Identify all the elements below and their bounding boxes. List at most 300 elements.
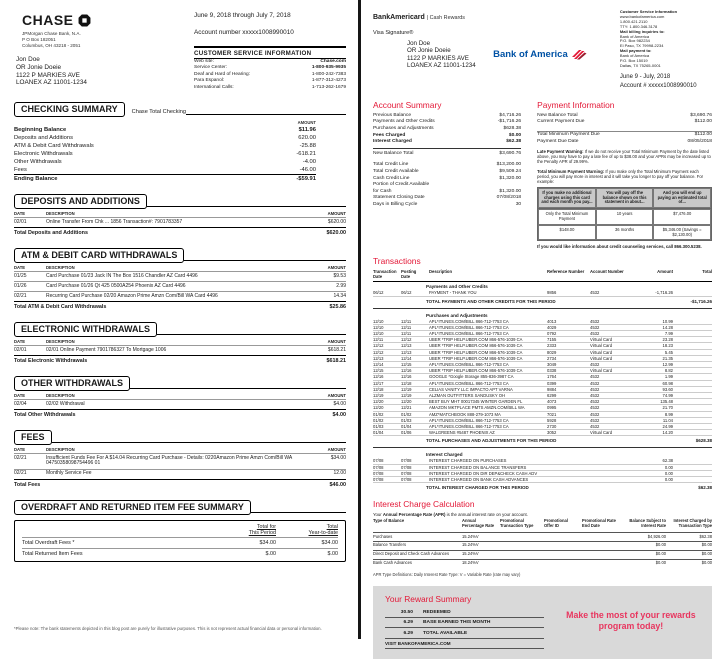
interest-calc-title: Interest Charge Calculation [373,499,475,510]
mp-header-3: And you will end up paying an estimated total of... [653,188,711,208]
col-promo-transaction-type: Promotional Transaction Type [500,518,534,529]
tx-amount: 12.99 [662,362,673,368]
row-ytd-amount: $.00 [327,550,338,557]
tx-description: UBER *TRIP HELP.UBER.COM 866-576-1039 CA [429,343,523,349]
summary-label: New Balance Total [373,150,414,156]
col-total-year-to-date: Total Year-to-date [308,523,338,537]
tx-total [676,374,712,379]
tx-reference: 3052 [547,430,557,436]
interest-calc-row [373,559,712,568]
account-summary-section [373,100,521,250]
section-separator [373,308,712,309]
atm-rows [14,271,346,301]
row-date: 02/21 [14,470,27,477]
service-value: 1-800-242-7383 [311,71,346,77]
tx-account: 4532 [590,417,600,423]
tx-account: 4532 [590,331,600,336]
summary-value: $1,320.00 [499,175,522,181]
interest-calc-rows [373,532,712,568]
summary-label: Statement Closing Date [373,195,425,201]
tx-description: APL*ITUNES.COM/BILL 866-712-7753 CA [429,424,509,430]
col-date: DATE [14,392,26,398]
promo-id [544,543,578,548]
tx-amount: 135.48 [660,399,673,405]
checking-summary-table [14,119,316,183]
promo-type [500,561,540,566]
tx-amount: 93.60 [662,386,673,392]
tx-total [676,458,712,463]
tx-amount: 0.00 [664,464,673,470]
summary-label: Purchases and Adjustments [373,126,434,132]
promo-end [582,552,620,557]
atm-header [14,248,346,263]
purchases-rows [373,319,712,437]
summary-row [373,126,521,133]
tx-posting-date: 07/08 [401,458,412,464]
tx-reference: 4013 [547,318,557,324]
summary-value: $0.00 [508,132,522,138]
col-amount: AMOUNT [327,211,346,217]
table-row [14,453,346,469]
promo-end [582,543,620,548]
reward-amount: 30.50 [400,609,413,615]
summary-label: Previous Balance [373,112,412,118]
col-date: DATE [14,446,26,452]
tx-amount: -1,716.26 [655,290,673,296]
chase-logo [22,12,91,28]
summary-row [14,142,316,150]
tx-reference: 8029 [547,349,557,355]
boa-header [373,10,712,92]
rule-line [251,512,346,513]
late-payment-warning [537,149,712,164]
row-label: Total Returned Item Fees [22,550,83,557]
rewards-promo-text: Make the most of your rewards program today! [566,609,696,631]
reward-label: TOTAL AVAILABLE [423,630,468,636]
tx-account: 4532 [590,290,600,296]
tx-total [676,325,712,330]
tx-total [676,362,712,367]
mail-billing-line: Bank of America [619,33,650,39]
tx-reference: 5928 [547,417,557,423]
tx-total [676,331,712,336]
tx-reference [547,465,587,470]
row-date: 02/21 [14,292,27,299]
payment-row [537,139,712,146]
checking-summary-subtitle: Chase Total Checking [131,109,186,116]
row-description: 02/01 Online Payment 7901786327 To Mortgage 1006 [46,346,167,353]
service-label: Service Center: [194,65,228,71]
other-withdrawals-title: OTHER WITHDRAWALS [14,376,130,391]
interest-calc-row [373,532,712,541]
tx-account: 4532 [590,362,600,368]
reward-row [385,608,544,618]
boa-card-brand [373,10,476,21]
mp-cell-total: $5,346.00 (Savings = $2,130.00) [653,225,711,241]
tx-date: 07/08 [373,470,384,476]
tx-reference: 2734 [547,355,557,361]
tx-total [676,381,712,386]
tx-posting-date: 01/06 [401,430,412,436]
service-line: www.bankofamerica.com [619,13,665,19]
tx-reference: 4029 [547,324,557,330]
col-type-of-balance: Type of Balance [373,518,405,524]
deposits-total-row [14,227,346,237]
reward-label: BASE EARNED THIS MONTH [423,620,491,626]
tx-posting-date: 12/21 [401,405,412,411]
summary-row [14,150,316,158]
deposits-title: DEPOSITS AND ADDITIONS [14,194,147,209]
summary-label: Payments and Other Credits [373,119,435,125]
row-label: Total Overdraft Fees * [22,539,75,546]
total-amount: $620.00 [326,230,346,237]
tx-description: WALGREENS #5487 PHOENIX AZ [429,430,495,436]
table-row [14,469,346,479]
summary-row [373,139,521,146]
total-label: Total ATM & Debit Card Withdrawals [14,303,107,310]
promo-end [582,535,620,540]
tx-total [676,399,712,404]
mail-payment-line: P.O. Box 15019 [619,58,648,64]
other-col-headers [14,391,346,399]
chase-bank-address [22,31,91,48]
tx-description: APL*ITUNES.COM/BILL 866-712-7753 CA [429,380,509,386]
tx-amount: 10.99 [662,318,673,324]
rule-line [186,114,346,115]
row-description: Monthly Service Fee [46,470,92,477]
table-row [14,345,346,355]
row-amount: $620.00 [327,218,346,225]
promo-type [500,535,540,540]
brand-subname: | Cash Rewards [426,15,465,21]
balance-subject: $4,926.00 [647,533,666,539]
summary-value: $62.38 [506,139,522,145]
tx-description: APL*ITUNES.COM/BILL 866-712-7753 CA [429,318,509,324]
recipient-line: OR Jonie Doeie [407,47,451,55]
summary-value: $9,509.24 [499,169,522,175]
service-line: TTY: 1.800.346.3178 [619,23,658,29]
recipient-address [16,56,91,86]
credit-counseling-note: If you would like information about credit counseling services, call 866.300.5238. [537,244,702,250]
payment-row [537,131,712,139]
row-date: 01/26 [14,282,27,289]
tx-description: UBER *TRIP HELP.UBER.COM 866-576-1039 CA [429,349,523,355]
chase-octagon-icon [78,14,91,27]
tx-posting-date: 12/13 [401,343,412,349]
payment-label: Payment Due Date [537,138,579,144]
payments-group-label: Payments and Other Credits [426,284,488,290]
summary-row [14,174,316,183]
payment-row [537,119,712,126]
tx-account [590,458,630,463]
statement-footnote: *Please note: The bank statements depicted in this blog post are purely for illustrative purposes. This is not represent actual financial data or personal information. [14,626,322,631]
row-date: 01/25 [14,272,27,279]
tx-total [676,356,712,361]
tx-description: INTEREST CHARGED ON PURCHASES [429,458,507,464]
tx-total [676,319,712,324]
apr-note-pre: Your [373,512,383,518]
service-value: 1-800-935-9935 [311,65,346,71]
tx-posting-date: 12/19 [401,386,412,392]
tx-date: 12/14 [373,362,384,368]
tx-total [676,405,712,410]
tx-reference: 2730 [547,424,557,430]
tx-reference: 7155 [547,337,557,343]
tx-description: APL*ITUNES.COM/BILL 866-712-7753 CA [429,417,509,423]
col-reference-number: Reference Number [547,269,585,275]
col-description: DESCRIPTION [46,265,75,271]
minimum-payment-table [537,187,712,209]
tx-date: 01/04 [373,430,384,436]
payment-label: Total Minimum Payment Due [537,132,600,138]
visa-signature-label: Visa Signature® [373,30,414,36]
interest-charged: $0.00 [701,560,712,566]
tx-date: 12/19 [373,393,384,399]
row-description: Online Transfer From Chk ... 1856 Transaction#: 7901783357 [46,218,183,225]
service-title: Customer Service Information [619,9,678,14]
col-account-number: Account Number [590,269,624,275]
total-label: TOTAL PURCHASES AND ADJUSTMENTS FOR THIS PERIOD [426,438,557,444]
tx-description: ALZMAN OUTFITTERS SANDUSKY OH [429,393,506,399]
promo-id [544,552,578,557]
boa-logo-text: Bank of America [493,49,568,61]
reward-row [385,618,544,628]
tx-amount: 0.00 [664,470,673,476]
summary-amount: -25.88 [299,143,316,150]
mail-payment-title: Mail payment to: [619,48,652,54]
total-label: Total Fees [14,481,41,488]
service-value: Chase.com [320,59,346,64]
col-balance-subject: Balance Subject to Interest Rate [629,518,666,529]
interest-charged: $0.00 [701,542,712,548]
purchases-total-row [373,436,712,445]
col-promo-rate-end: Promotional Rate End Date [582,518,616,529]
service-value: 1-877-312-4273 [311,78,346,84]
col-description: DESCRIPTION [46,211,75,217]
tx-description: PAYMENT - THANK YOU [429,290,477,296]
interest-group-label: Interest Charged [426,452,463,458]
row-amount: 14.34 [333,292,346,299]
tx-description: INTEREST CHARGED ON BANK CASH ADVANCES [429,477,529,483]
recipient-line: Jon Doe [407,40,431,47]
atm-total-row [14,301,346,311]
summary-label: Other Withdrawals [14,159,62,166]
deposits-col-headers [14,209,346,217]
tx-reference: 0338 [547,368,557,374]
row-date: 02/21 [14,454,27,461]
tx-reference: 0399 [547,380,557,386]
reward-rows [385,608,544,639]
tx-description: INTEREST CHARGED ON DIR DEP&CHECK CASH ADV [429,470,538,476]
promo-type [500,552,540,557]
atm-col-headers [14,263,346,271]
boa-service-block [604,10,712,92]
other-total-row [14,409,346,419]
row-description: 02/02 Withdrawal [46,400,85,407]
col-date: DATE [14,338,26,344]
tx-date: 01/02 [373,417,384,423]
tx-amount: 23.28 [662,337,673,343]
fees-total-row [14,479,346,489]
electronic-header [14,322,346,337]
tx-total [676,290,712,295]
total-label: Total Deposits and Additions [14,230,88,237]
summary-row [373,195,521,202]
tx-description: AMAZON MKTPLACE PMTS AMZN.COM/BILL WA [429,405,525,411]
reward-amount: 6.29 [403,620,413,626]
recipient-line: Jon Doe [16,56,40,64]
interest-rows [373,458,712,483]
mp-cell-total: $7,476.00 [653,209,711,225]
fees-col-headers [14,445,346,453]
total-amount: $62.38 [698,485,712,491]
col-amount: AMOUNT [327,265,346,271]
payment-value: $3,690.76 [690,112,712,118]
service-line: 1.800.421.2110 [619,18,648,24]
tx-posting-date: 12/16 [401,374,412,380]
tx-reference: 9856 [547,290,557,296]
section-separator [373,447,712,448]
total-label: TOTAL INTEREST CHARGED FOR THIS PERIOD [426,485,529,491]
late-warning-body: If we do not receive your Total Minimum Payment by the date listed above, you may have to pay a late fee of up to $38.00 and your APRs may be increased up to the Penalty APR of 29.99%. [537,149,711,165]
summary-label: for Cash [373,188,392,194]
min-warning-body: If you make only the Total Minimum Payment each period, you will pay more in interest and it will take you longer to pay off your balance. For example: [537,168,704,184]
rule-line [184,260,346,261]
mail-billing-line: El Paso, TX 79998-2234 [619,43,664,49]
total-amount: -$1,716.26 [690,298,712,304]
interest-calc-headers [373,519,712,532]
row-date: 02/01 [14,346,27,353]
tx-date: 12/10 [373,318,384,324]
mail-billing-line: P.O. Box 982234 [619,38,650,44]
fees-title: FEES [14,430,52,445]
tx-total [676,412,712,417]
tx-account: 4532 [590,405,600,411]
tx-description: UBER *TRIP HELP.UBER.COM 866-576-1039 CA [429,355,523,361]
tx-account: Virtual Card [590,430,613,436]
tx-amount: 21.35 [662,355,673,361]
mp-cell-time: 36 months [596,225,654,241]
tx-date: 12/17 [373,380,384,386]
deposits-header [14,194,346,209]
payment-value: 08/05/2018 [687,138,712,144]
payment-value: $112.00 [694,132,712,138]
summary-value: $1,320.00 [499,188,522,194]
row-amount: $4.00 [333,400,346,407]
tx-reference [547,471,587,476]
tx-description: UBER *TRIP HELP.UBER.COM 866-576-1039 CA [429,368,523,374]
summary-row [14,126,316,134]
col-description: DESCRIPTION [46,392,75,398]
interest-calc-row [373,541,712,550]
payment-label: New Balance Total [537,112,578,118]
tx-date: 12/11 [373,337,384,343]
tx-description: APL*ITUNES.COM/BILL 866-712-7753 CA [429,324,509,330]
tx-posting-date: 12/15 [401,362,412,368]
summary-row [373,202,521,209]
tx-posting-date: 12/11 [401,324,412,330]
col-interest-charged: Interest Charged by Transaction Type [673,518,712,529]
interest-charged: $0.00 [701,551,712,557]
chase-header [14,12,346,91]
summary-columns [373,100,712,250]
electronic-total-row [14,355,346,365]
service-value: 1-713-262-1679 [311,84,346,90]
table-row [14,217,346,227]
col-transaction-date: Transaction Date [373,269,397,280]
payment-value: $112.00 [694,119,712,125]
tx-posting-date: 12/18 [401,380,412,386]
summary-row [373,148,521,158]
interest-total-row [373,483,712,492]
overdraft-title: OVERDRAFT AND RETURNED ITEM FEE SUMMARY [14,500,251,515]
tx-reference: 0995 [547,405,557,411]
overdraft-col-headers [22,524,338,537]
summary-label: Ending Balance [14,176,58,183]
chase-statement [0,0,358,639]
tx-account [590,477,630,482]
tx-amount: 8.99 [664,411,673,417]
mp-cell-payment: $148.00 [538,225,596,241]
col-description: DESCRIPTION [46,338,75,344]
col-date: DATE [14,211,26,217]
balance-type: Direct Deposit and Check Cash Advances [373,551,449,557]
boa-brand-block [373,10,476,92]
fees-header [14,430,346,445]
tx-reference: 6299 [547,393,557,399]
overdraft-row [22,537,338,548]
row-description: Recurring Card Purchase 02/20 Amazon Prime Amzn Com/Bill WA Card 4496 [46,292,218,299]
summary-label: Portion of Credit Available [373,182,430,188]
summary-label: Days in Billing Cycle [373,202,418,207]
tx-posting-date: 12/16 [401,368,412,374]
chase-header-right [194,12,346,91]
tx-posting-date: 07/08 [401,464,412,470]
summary-row [14,134,316,142]
balance-type: Balance Transfers [373,542,406,548]
summary-label: Cash Credit Line [373,175,410,181]
boa-period-account [604,74,712,89]
account-number: Account # xxxxx1008990010 [619,82,697,89]
tx-date: 12/10 [373,331,384,336]
summary-value: 30 [515,202,522,207]
table-row [14,281,346,291]
tx-amount: 7.99 [664,331,673,336]
reward-label: REDEEMED [423,609,451,615]
summary-row [14,158,316,166]
payment-label: Current Payment Due [537,119,585,125]
tx-posting-date: 12/13 [401,349,412,355]
recipient-line: LOANEX AZ 11001-1234 [407,62,476,70]
row-amount: $618.21 [327,346,346,353]
tx-amount: 1.99 [664,374,673,380]
payment-information-section [537,100,712,250]
tx-description: AMZ*MATCHBOOK 888-279-1073 MA [429,411,501,417]
overdraft-rows [22,537,338,559]
checking-summary-rows [14,126,316,183]
other-withdrawals-header [14,376,346,391]
purchases-group-label: Purchases and Adjustments [426,312,488,318]
mp-header-2: You will pay off the balance shown on this statement in about... [596,188,654,208]
row-description: Card Purchase 01/26 Qt 425 0500A254 Phoenix AZ Card 4496 [46,282,186,289]
boa-statement [361,0,720,647]
row-description: Insufficient Funds Fee For A $14.04 Recurring Card Purchase - Details: 0220Amazon Prime Amzn Com/Bill WA 04750358098754496 01 [46,454,292,467]
tx-amount: 62.38 [662,458,673,464]
tx-total [676,465,712,470]
row-description: Card Purchase 01/23 Jack IN The Box 1516 Chandler AZ Card 4496 [46,272,198,279]
balance-type: Bank Cash Advances [373,560,412,566]
tx-account: 4532 [590,399,600,405]
